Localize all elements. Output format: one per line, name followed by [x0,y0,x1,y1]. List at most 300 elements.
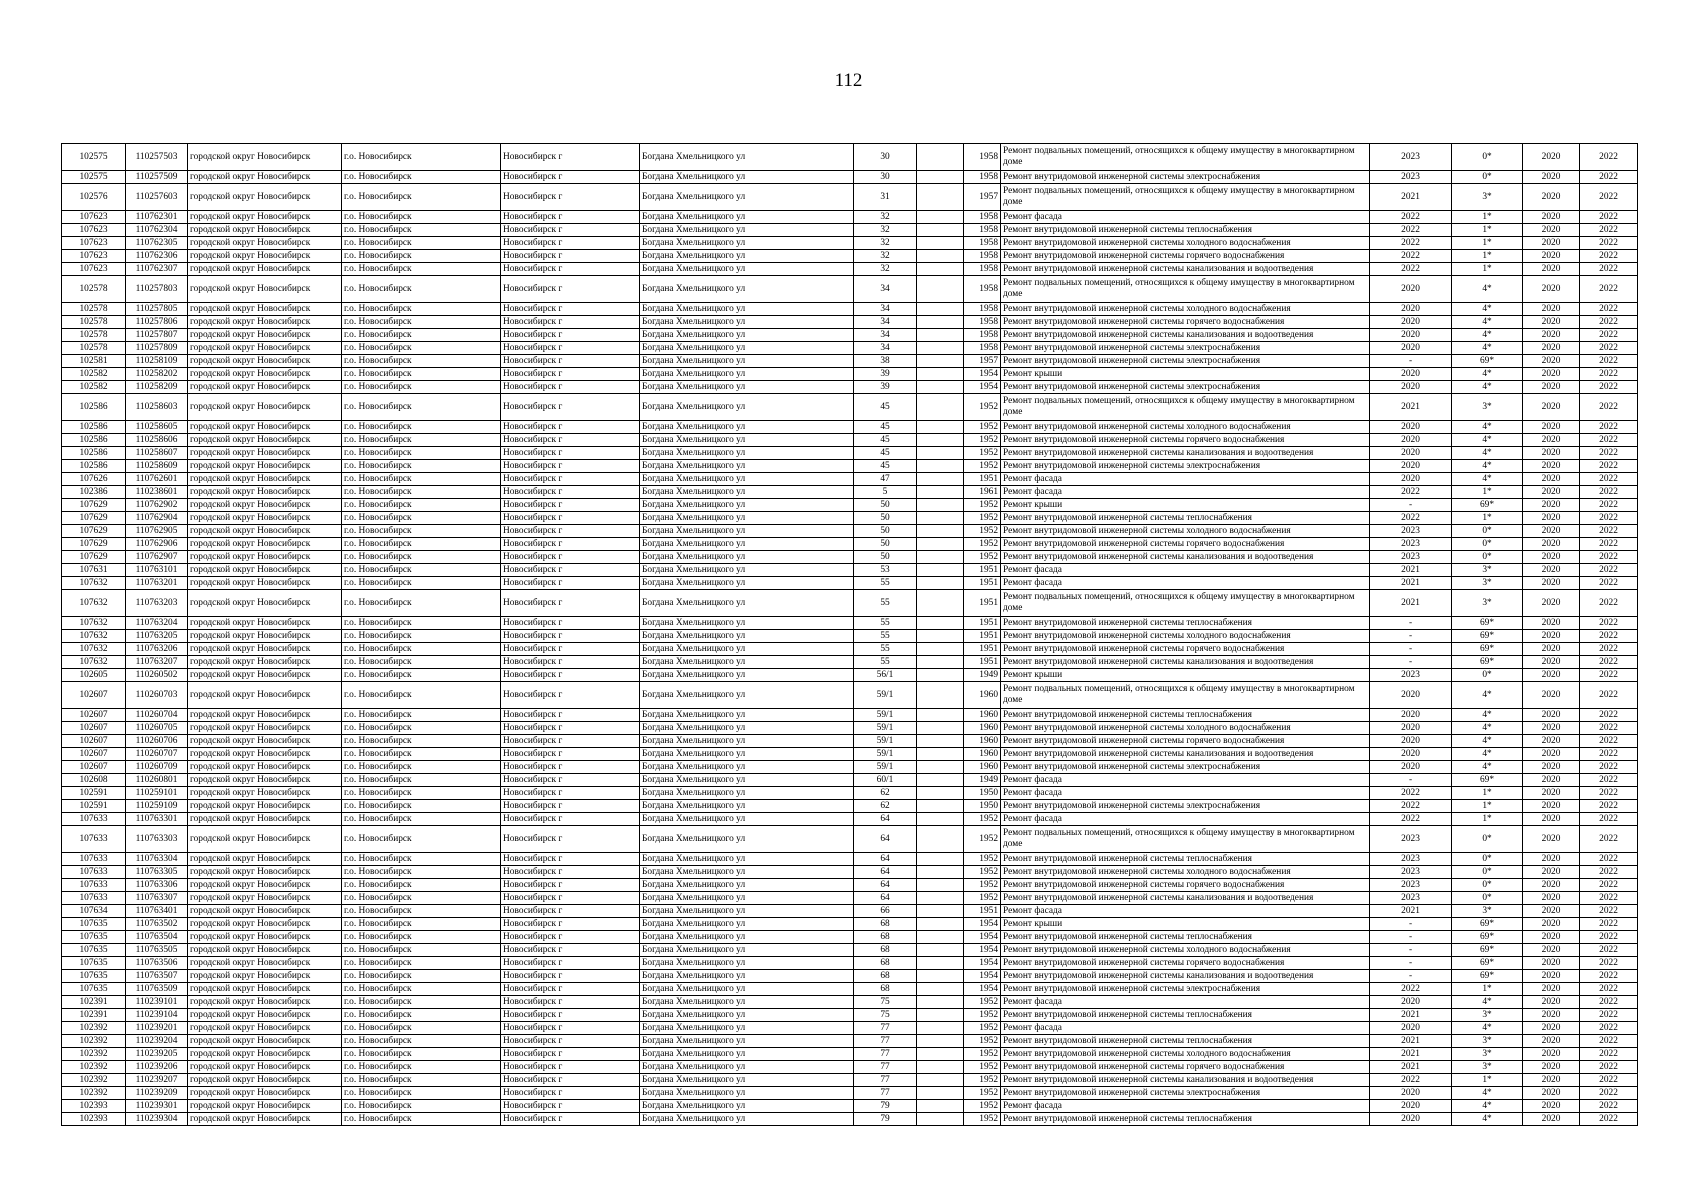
building-cell [917,1100,964,1113]
year-built-cell: 1958 [964,303,1001,316]
year-built-cell: 1958 [964,263,1001,276]
municipality-cell: городской округ Новосибирск [188,394,342,421]
plan-year-cell: - [1370,957,1452,970]
year-built-cell: 1949 [964,669,1001,682]
period-end-cell: 2022 [1580,316,1638,329]
street-cell: Богдана Хмельницкого ул [640,892,854,905]
building-cell [917,1113,964,1126]
year-built-cell: 1958 [964,171,1001,184]
period-end-cell: 2022 [1580,368,1638,381]
work-id-cell: 110239206 [126,1061,188,1074]
city-cell: Новосибирск г [501,434,640,447]
work-type-cell: Ремонт фасада [1001,211,1370,224]
house-id-cell: 102586 [62,421,126,434]
work-type-cell: Ремонт внутридомовой инженерной системы теплоснабжения [1001,853,1370,866]
city-cell: Новосибирск г [501,447,640,460]
street-cell: Богдана Хмельницкого ул [640,983,854,996]
period-end-cell: 2022 [1580,564,1638,577]
work-type-cell: Ремонт внутридомовой инженерной системы теплоснабжения [1001,1009,1370,1022]
period-end-cell: 2022 [1580,735,1638,748]
year-built-cell: 1951 [964,473,1001,486]
period-start-cell: 2020 [1523,551,1580,564]
building-cell [917,669,964,682]
work-type-cell: Ремонт внутридомовой инженерной системы холодного водоснабжения [1001,1048,1370,1061]
street-cell: Богдана Хмельницкого ул [640,447,854,460]
street-cell: Богдана Хмельницкого ул [640,774,854,787]
table-row [62,957,1638,970]
plan-year-cell: - [1370,656,1452,669]
period-end-cell: 2022 [1580,473,1638,486]
municipality-cell: городской округ Новосибирск [188,499,342,512]
period-start-cell: 2020 [1523,1061,1580,1074]
table-row [62,394,1638,421]
work-id-cell: 110763506 [126,957,188,970]
city-cell: Новосибирск г [501,171,640,184]
work-id-cell: 110260704 [126,709,188,722]
table-row [62,512,1638,525]
plan-year-cell: 2020 [1370,342,1452,355]
city-cell: Новосибирск г [501,748,640,761]
work-id-cell: 110763502 [126,918,188,931]
street-cell: Богдана Хмельницкого ул [640,826,854,853]
score-cell: 69* [1452,957,1523,970]
plan-year-cell: 2022 [1370,211,1452,224]
house-number-cell: 32 [854,263,917,276]
municipality-cell: городской округ Новосибирск [188,1100,342,1113]
period-end-cell: 2022 [1580,774,1638,787]
table-row [62,1100,1638,1113]
building-cell [917,394,964,421]
period-start-cell: 2020 [1523,512,1580,525]
house-id-cell: 102582 [62,381,126,394]
building-cell [917,434,964,447]
district-cell: г.о. Новосибирск [342,1100,501,1113]
house-number-cell: 79 [854,1113,917,1126]
period-end-cell: 2022 [1580,1022,1638,1035]
year-built-cell: 1958 [964,237,1001,250]
plan-year-cell: 2023 [1370,826,1452,853]
plan-year-cell: 2023 [1370,669,1452,682]
plan-year-cell: 2022 [1370,800,1452,813]
table-row [62,1009,1638,1022]
building-cell [917,342,964,355]
plan-year-cell: 2021 [1370,564,1452,577]
registry-table [61,143,1638,1126]
plan-year-cell: 2022 [1370,237,1452,250]
period-end-cell: 2022 [1580,905,1638,918]
period-start-cell: 2020 [1523,224,1580,237]
year-built-cell: 1951 [964,617,1001,630]
table-row [62,944,1638,957]
year-built-cell: 1949 [964,774,1001,787]
house-id-cell: 102578 [62,329,126,342]
work-type-cell: Ремонт внутридомовой инженерной системы электроснабжения [1001,171,1370,184]
house-number-cell: 55 [854,617,917,630]
house-number-cell: 77 [854,1048,917,1061]
period-end-cell: 2022 [1580,355,1638,368]
table-row [62,643,1638,656]
house-id-cell: 102586 [62,447,126,460]
table-row [62,184,1638,211]
municipality-cell: городской округ Новосибирск [188,630,342,643]
city-cell: Новосибирск г [501,368,640,381]
year-built-cell: 1954 [964,944,1001,957]
period-end-cell: 2022 [1580,996,1638,1009]
year-built-cell: 1954 [964,368,1001,381]
district-cell: г.о. Новосибирск [342,447,501,460]
house-number-cell: 39 [854,381,917,394]
work-id-cell: 110239101 [126,996,188,1009]
house-number-cell: 68 [854,970,917,983]
work-id-cell: 110257509 [126,171,188,184]
table-row [62,171,1638,184]
period-end-cell: 2022 [1580,342,1638,355]
house-number-cell: 59/1 [854,682,917,709]
period-start-cell: 2020 [1523,1009,1580,1022]
house-id-cell: 102393 [62,1113,126,1126]
score-cell: 69* [1452,918,1523,931]
year-built-cell: 1950 [964,787,1001,800]
period-end-cell: 2022 [1580,538,1638,551]
building-cell [917,709,964,722]
work-id-cell: 110260705 [126,722,188,735]
street-cell: Богдана Хмельницкого ул [640,918,854,931]
year-built-cell: 1954 [964,918,1001,931]
period-start-cell: 2020 [1523,1048,1580,1061]
city-cell: Новосибирск г [501,421,640,434]
house-id-cell: 107633 [62,853,126,866]
work-id-cell: 110762304 [126,224,188,237]
work-type-cell: Ремонт внутридомовой инженерной системы теплоснабжения [1001,931,1370,944]
period-end-cell: 2022 [1580,970,1638,983]
house-number-cell: 56/1 [854,669,917,682]
score-cell: 4* [1452,761,1523,774]
house-id-cell: 107635 [62,931,126,944]
municipality-cell: городской округ Новосибирск [188,486,342,499]
period-start-cell: 2020 [1523,748,1580,761]
district-cell: г.о. Новосибирск [342,643,501,656]
building-cell [917,473,964,486]
work-type-cell: Ремонт внутридомовой инженерной системы канализования и водоотведения [1001,892,1370,905]
table-row [62,709,1638,722]
plan-year-cell: - [1370,774,1452,787]
building-cell [917,630,964,643]
table-row [62,473,1638,486]
work-id-cell: 110239201 [126,1022,188,1035]
street-cell: Богдана Хмельницкого ул [640,144,854,171]
period-start-cell: 2020 [1523,630,1580,643]
work-id-cell: 110763509 [126,983,188,996]
municipality-cell: городской округ Новосибирск [188,709,342,722]
period-start-cell: 2020 [1523,355,1580,368]
period-start-cell: 2020 [1523,590,1580,617]
house-id-cell: 107635 [62,957,126,970]
house-number-cell: 45 [854,394,917,421]
period-end-cell: 2022 [1580,748,1638,761]
building-cell [917,1035,964,1048]
street-cell: Богдана Хмельницкого ул [640,682,854,709]
work-type-cell: Ремонт внутридомовой инженерной системы холодного водоснабжения [1001,630,1370,643]
city-cell: Новосибирск г [501,866,640,879]
street-cell: Богдана Хмельницкого ул [640,499,854,512]
work-id-cell: 110763304 [126,853,188,866]
district-cell: г.о. Новосибирск [342,1061,501,1074]
city-cell: Новосибирск г [501,250,640,263]
street-cell: Богдана Хмельницкого ул [640,787,854,800]
plan-year-cell: 2023 [1370,144,1452,171]
municipality-cell: городской округ Новосибирск [188,682,342,709]
municipality-cell: городской округ Новосибирск [188,722,342,735]
city-cell: Новосибирск г [501,983,640,996]
city-cell: Новосибирск г [501,709,640,722]
plan-year-cell: 2020 [1370,1022,1452,1035]
house-id-cell: 102586 [62,394,126,421]
plan-year-cell: 2022 [1370,983,1452,996]
city-cell: Новосибирск г [501,1022,640,1035]
building-cell [917,748,964,761]
municipality-cell: городской округ Новосибирск [188,853,342,866]
score-cell: 0* [1452,525,1523,538]
table-row [62,1048,1638,1061]
district-cell: г.о. Новосибирск [342,761,501,774]
building-cell [917,1087,964,1100]
city-cell: Новосибирск г [501,853,640,866]
work-type-cell: Ремонт внутридомовой инженерной системы канализования и водоотведения [1001,329,1370,342]
period-start-cell: 2020 [1523,918,1580,931]
building-cell [917,486,964,499]
plan-year-cell: 2023 [1370,866,1452,879]
plan-year-cell: 2022 [1370,486,1452,499]
year-built-cell: 1951 [964,577,1001,590]
period-start-cell: 2020 [1523,525,1580,538]
score-cell: 3* [1452,1048,1523,1061]
municipality-cell: городской округ Новосибирск [188,931,342,944]
year-built-cell: 1954 [964,957,1001,970]
year-built-cell: 1952 [964,525,1001,538]
house-id-cell: 107629 [62,512,126,525]
street-cell: Богдана Хмельницкого ул [640,263,854,276]
plan-year-cell: - [1370,643,1452,656]
period-start-cell: 2020 [1523,394,1580,421]
street-cell: Богдана Хмельницкого ул [640,329,854,342]
city-cell: Новосибирск г [501,525,640,538]
score-cell: 3* [1452,905,1523,918]
table-row [62,1113,1638,1126]
table-row [62,368,1638,381]
year-built-cell: 1952 [964,394,1001,421]
house-number-cell: 64 [854,866,917,879]
table-row [62,342,1638,355]
street-cell: Богдана Хмельницкого ул [640,486,854,499]
street-cell: Богдана Хмельницкого ул [640,944,854,957]
year-built-cell: 1952 [964,1100,1001,1113]
municipality-cell: городской округ Новосибирск [188,329,342,342]
house-number-cell: 32 [854,250,917,263]
house-number-cell: 64 [854,892,917,905]
score-cell: 69* [1452,970,1523,983]
work-id-cell: 110762307 [126,263,188,276]
house-id-cell: 107623 [62,237,126,250]
table-row [62,486,1638,499]
street-cell: Богдана Хмельницкого ул [640,761,854,774]
city-cell: Новосибирск г [501,355,640,368]
street-cell: Богдана Хмельницкого ул [640,342,854,355]
period-end-cell: 2022 [1580,944,1638,957]
score-cell: 1* [1452,224,1523,237]
building-cell [917,211,964,224]
city-cell: Новосибирск г [501,970,640,983]
period-end-cell: 2022 [1580,224,1638,237]
city-cell: Новосибирск г [501,722,640,735]
house-number-cell: 59/1 [854,722,917,735]
street-cell: Богдана Хмельницкого ул [640,381,854,394]
period-start-cell: 2020 [1523,211,1580,224]
district-cell: г.о. Новосибирск [342,905,501,918]
table-row [62,538,1638,551]
period-end-cell: 2022 [1580,590,1638,617]
house-id-cell: 107633 [62,866,126,879]
house-number-cell: 77 [854,1035,917,1048]
city-cell: Новосибирск г [501,564,640,577]
district-cell: г.о. Новосибирск [342,368,501,381]
street-cell: Богдана Хмельницкого ул [640,866,854,879]
district-cell: г.о. Новосибирск [342,512,501,525]
period-end-cell: 2022 [1580,237,1638,250]
district-cell: г.о. Новосибирск [342,434,501,447]
period-end-cell: 2022 [1580,892,1638,905]
house-number-cell: 62 [854,800,917,813]
plan-year-cell: 2021 [1370,1009,1452,1022]
city-cell: Новосибирск г [501,224,640,237]
work-id-cell: 110239204 [126,1035,188,1048]
score-cell: 1* [1452,787,1523,800]
district-cell: г.о. Новосибирск [342,617,501,630]
work-id-cell: 110260709 [126,761,188,774]
score-cell: 1* [1452,486,1523,499]
district-cell: г.о. Новосибирск [342,486,501,499]
municipality-cell: городской округ Новосибирск [188,669,342,682]
plan-year-cell: 2020 [1370,748,1452,761]
plan-year-cell: 2020 [1370,434,1452,447]
plan-year-cell: 2021 [1370,905,1452,918]
year-built-cell: 1952 [964,1035,1001,1048]
plan-year-cell: 2022 [1370,250,1452,263]
work-type-cell: Ремонт крыши [1001,918,1370,931]
building-cell [917,421,964,434]
house-number-cell: 30 [854,144,917,171]
period-start-cell: 2020 [1523,853,1580,866]
city-cell: Новосибирск г [501,1100,640,1113]
district-cell: г.о. Новосибирск [342,276,501,303]
house-id-cell: 102607 [62,748,126,761]
house-id-cell: 107623 [62,263,126,276]
table-row [62,748,1638,761]
period-start-cell: 2020 [1523,473,1580,486]
district-cell: г.о. Новосибирск [342,303,501,316]
house-id-cell: 102578 [62,303,126,316]
street-cell: Богдана Хмельницкого ул [640,1048,854,1061]
period-start-cell: 2020 [1523,381,1580,394]
work-id-cell: 110258603 [126,394,188,421]
period-end-cell: 2022 [1580,329,1638,342]
plan-year-cell: 2020 [1370,1100,1452,1113]
plan-year-cell: - [1370,355,1452,368]
district-cell: г.о. Новосибирск [342,722,501,735]
city-cell: Новосибирск г [501,342,640,355]
street-cell: Богдана Хмельницкого ул [640,577,854,590]
work-id-cell: 110258606 [126,434,188,447]
street-cell: Богдана Хмельницкого ул [640,669,854,682]
year-built-cell: 1954 [964,931,1001,944]
year-built-cell: 1958 [964,276,1001,303]
house-id-cell: 102607 [62,682,126,709]
house-id-cell: 107629 [62,551,126,564]
city-cell: Новосибирск г [501,682,640,709]
score-cell: 69* [1452,774,1523,787]
building-cell [917,525,964,538]
work-type-cell: Ремонт фасада [1001,996,1370,1009]
plan-year-cell: 2020 [1370,722,1452,735]
building-cell [917,853,964,866]
district-cell: г.о. Новосибирск [342,381,501,394]
period-start-cell: 2020 [1523,1074,1580,1087]
building-cell [917,774,964,787]
work-type-cell: Ремонт внутридомовой инженерной системы электроснабжения [1001,355,1370,368]
score-cell: 0* [1452,892,1523,905]
street-cell: Богдана Хмельницкого ул [640,800,854,813]
municipality-cell: городской округ Новосибирск [188,1035,342,1048]
work-id-cell: 110763307 [126,892,188,905]
house-number-cell: 59/1 [854,748,917,761]
house-number-cell: 45 [854,447,917,460]
score-cell: 3* [1452,184,1523,211]
work-type-cell: Ремонт подвальных помещений, относящихся к общему имуществу в многоквартирном доме [1001,144,1370,171]
plan-year-cell: - [1370,918,1452,931]
building-cell [917,970,964,983]
house-number-cell: 77 [854,1087,917,1100]
house-number-cell: 32 [854,211,917,224]
city-cell: Новосибирск г [501,1035,640,1048]
street-cell: Богдана Хмельницкого ул [640,421,854,434]
table-row [62,853,1638,866]
work-type-cell: Ремонт внутридомовой инженерной системы электроснабжения [1001,460,1370,473]
plan-year-cell: 2020 [1370,421,1452,434]
plan-year-cell: 2022 [1370,813,1452,826]
municipality-cell: городской округ Новосибирск [188,996,342,1009]
municipality-cell: городской округ Новосибирск [188,144,342,171]
plan-year-cell: - [1370,630,1452,643]
building-cell [917,224,964,237]
district-cell: г.о. Новосибирск [342,630,501,643]
municipality-cell: городской округ Новосибирск [188,918,342,931]
work-type-cell: Ремонт внутридомовой инженерной системы теплоснабжения [1001,1113,1370,1126]
period-start-cell: 2020 [1523,682,1580,709]
table-row [62,826,1638,853]
period-end-cell: 2022 [1580,879,1638,892]
street-cell: Богдана Хмельницкого ул [640,709,854,722]
house-number-cell: 50 [854,525,917,538]
plan-year-cell: 2023 [1370,525,1452,538]
municipality-cell: городской округ Новосибирск [188,1061,342,1074]
work-id-cell: 110763206 [126,643,188,656]
plan-year-cell: 2022 [1370,1074,1452,1087]
work-id-cell: 110239104 [126,1009,188,1022]
city-cell: Новосибирск г [501,211,640,224]
street-cell: Богдана Хмельницкого ул [640,722,854,735]
year-built-cell: 1957 [964,355,1001,368]
period-start-cell: 2020 [1523,1022,1580,1035]
district-cell: г.о. Новосибирск [342,224,501,237]
